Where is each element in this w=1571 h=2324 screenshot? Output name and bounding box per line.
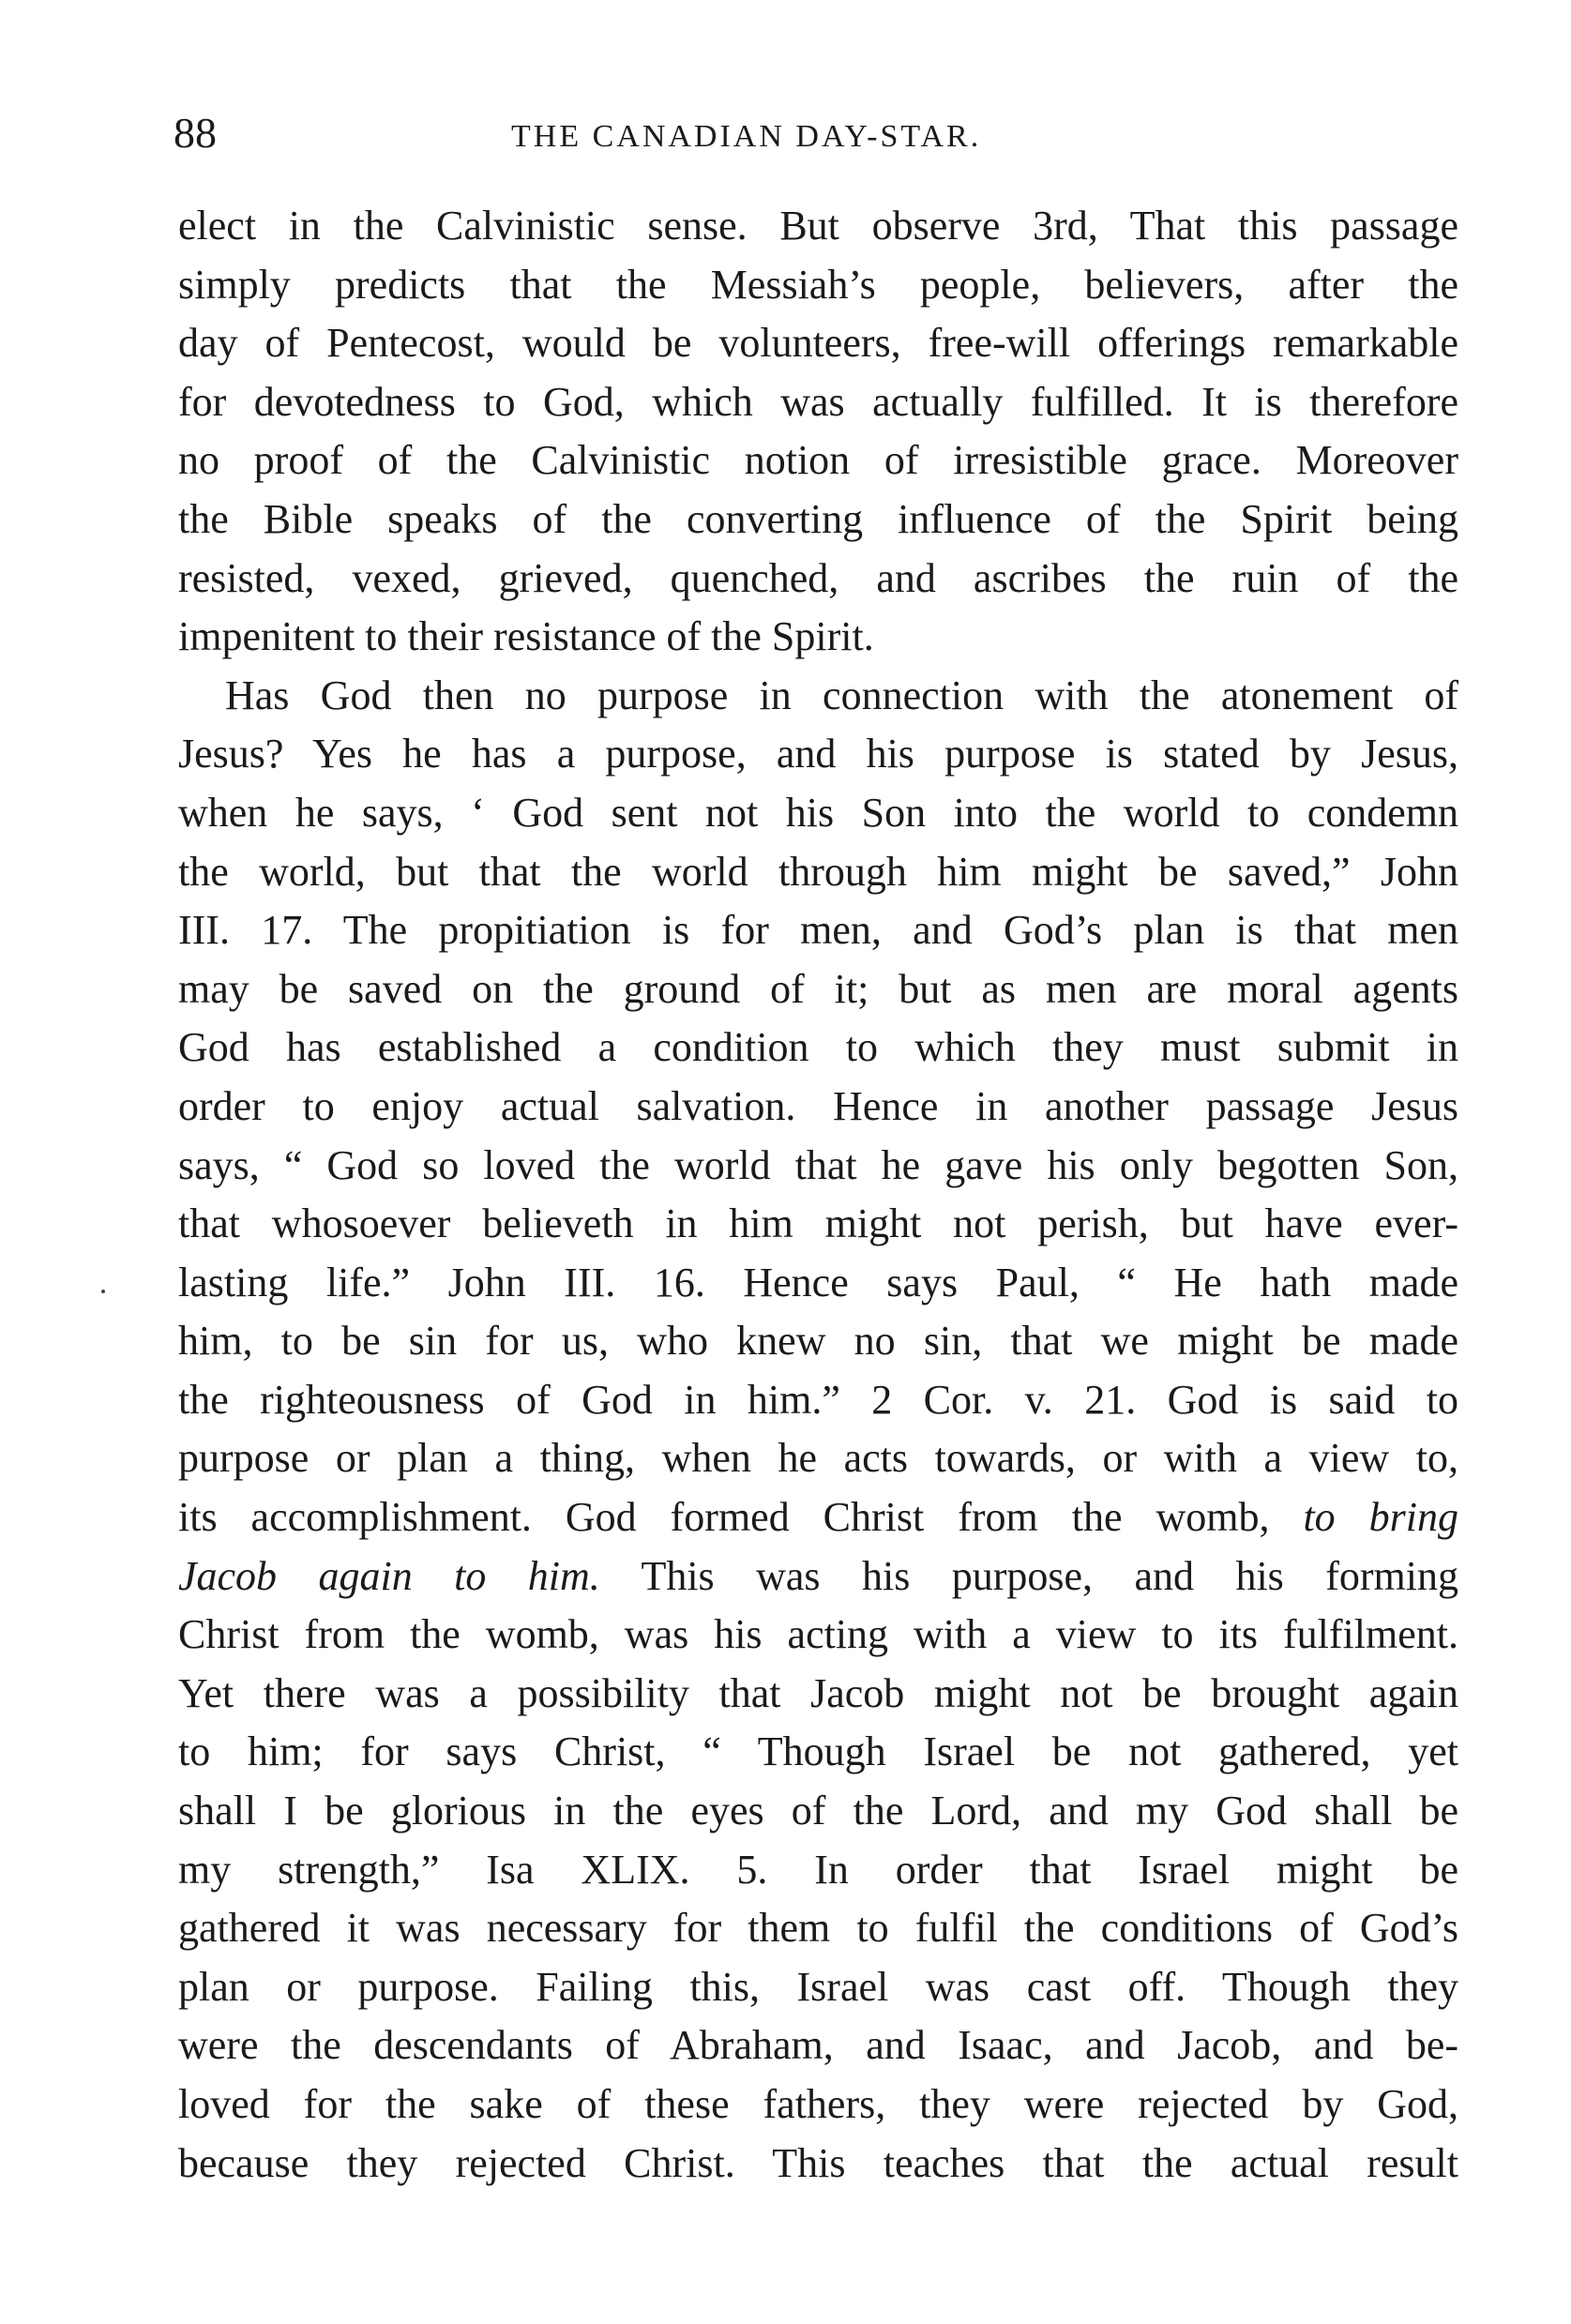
text-line: were the descendants of Abraham, and Isaac, and Jacob, and be- xyxy=(178,2022,1458,2069)
text-line: him, to be sin for us, who knew no sin, that we might be made xyxy=(178,1318,1458,1365)
text-line: the Bible speaks of the converting influence of the Spirit being xyxy=(178,495,1458,542)
body-text xyxy=(178,197,1458,2193)
text-line: my strength,” Isa XLIX. 5. In order that Israel might be xyxy=(178,1846,1458,1893)
paragraph-start-line: Has God then no purpose in connection with the atonement of xyxy=(225,672,1458,718)
page-header xyxy=(174,105,1468,161)
text-line: purpose or plan a thing, when he acts towards, or with a view to, xyxy=(178,1435,1458,1482)
italic-run: to bring xyxy=(1303,1494,1458,1541)
text-line: elect in the Calvinistic sense. But observe 3rd, That this passage xyxy=(178,203,1458,249)
italic-run: Jacob again to him. xyxy=(178,1552,600,1599)
text-line: simply predicts that the Messiah’s people, believers, after the xyxy=(178,261,1458,308)
text-run: This was his purpose, and his forming xyxy=(641,1552,1458,1599)
text-line: when he says, ‘ God sent not his Son into the world to condemn xyxy=(178,789,1458,836)
text-line: the righteousness of God in him.” 2 Cor. v. 21. God is said to xyxy=(178,1376,1458,1423)
text-line: impenitent to their resistance of the Spirit. xyxy=(178,613,874,660)
text-line: resisted, vexed, grieved, quenched, and ascribes the ruin of the xyxy=(178,554,1458,601)
text-line: Jesus? Yes he has a purpose, and his purpose is stated by Jesus, xyxy=(178,731,1458,777)
text-line: plan or purpose. Failing this, Israel was cast off. Though they xyxy=(178,1963,1458,2010)
text-line: Christ from the womb, was his acting with a view to its fulfilment. xyxy=(178,1611,1458,1658)
text-line: Yet there was a possibility that Jacob might not be brought again xyxy=(178,1669,1458,1716)
text-line: that whosoever believeth in him might not perish, but have ever- xyxy=(178,1200,1458,1247)
text-line: may be saved on the ground of it; but as men are moral agents xyxy=(178,965,1458,1012)
text-line: to him; for says Christ, “ Though Israel be not gathered, yet xyxy=(178,1728,1458,1775)
print-speck xyxy=(101,1290,105,1293)
text-line: III. 17. The propitiation is for men, and God’s plan is that men xyxy=(178,907,1458,954)
text-line: for devotedness to God, which was actually fulfilled. It is therefore xyxy=(178,378,1458,425)
text-line: loved for the sake of these fathers, they were rejected by God, xyxy=(178,2081,1458,2127)
text-line: God has established a condition to which they must submit in xyxy=(178,1024,1458,1071)
text-line: order to enjoy actual salvation. Hence in another passage Jesus xyxy=(178,1082,1458,1129)
text-line: no proof of the Calvinistic notion of irresistible grace. Moreover xyxy=(178,437,1458,484)
page-number: 88 xyxy=(174,109,217,157)
running-head: THE CANADIAN DAY-STAR. xyxy=(511,119,982,154)
text-line: the world, but that the world through him might be saved,” John xyxy=(178,848,1458,895)
text-line: says, “ God so loved the world that he gave his only begotten Son, xyxy=(178,1141,1458,1188)
text-line-with-italic xyxy=(178,1547,1458,1607)
text-line: gathered it was necessary for them to fulfil the conditions of God’s xyxy=(178,1905,1458,1952)
text-line: because they rejected Christ. This teaches that the actual result xyxy=(178,2139,1458,2186)
text-line: shall I be glorious in the eyes of the Lord, and my God shall be xyxy=(178,1788,1458,1834)
text-line: lasting life.” John III. 16. Hence says Paul, “ He hath made xyxy=(178,1259,1458,1305)
text-line-with-italic xyxy=(178,1488,1458,1547)
text-run: its accomplishment. God formed Christ from the womb, xyxy=(178,1494,1270,1541)
text-line: day of Pentecost, would be volunteers, free-will offerings remarkable xyxy=(178,320,1458,367)
